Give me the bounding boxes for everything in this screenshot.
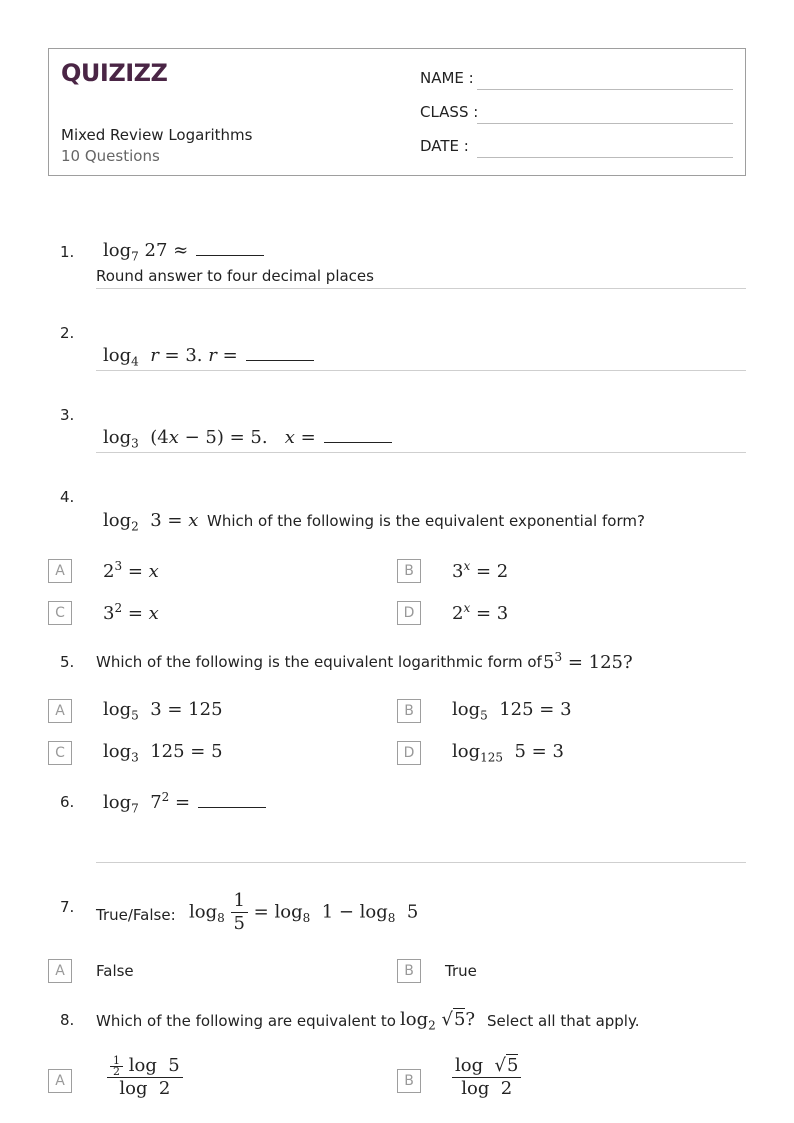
option-c-box[interactable]: C: [48, 741, 72, 765]
question-7-number: 7.: [60, 898, 75, 916]
question-6-expression: $\log_7 7^2$ =: [103, 790, 266, 816]
divider: [96, 452, 746, 453]
option-b-answer[interactable]: $\log_5 125 = 3$: [452, 699, 572, 723]
question-2-expression: $\log_4 r = 3$. r =: [103, 345, 314, 369]
question-1-note: Round answer to four decimal places: [96, 267, 374, 285]
answer-blank[interactable]: [196, 243, 264, 256]
question-5-expression: $5^3 = 125$?: [543, 650, 633, 673]
option-a-box[interactable]: A: [48, 959, 72, 983]
option-b-answer[interactable]: True: [445, 962, 477, 980]
question-count: 10 Questions: [61, 147, 160, 165]
question-4-number: 4.: [60, 488, 75, 506]
date-field[interactable]: [477, 157, 733, 158]
option-b-answer[interactable]: $\frac{\log √5}{\log 2}$: [452, 1055, 521, 1100]
option-b-box[interactable]: B: [397, 959, 421, 983]
question-7-expression: $\log_8$ $\frac{1}{5}$ = $\log_8 1 - \log_8 5$: [189, 890, 419, 934]
option-b-box[interactable]: B: [397, 1069, 421, 1093]
option-b-box[interactable]: B: [397, 559, 421, 583]
divider: [96, 862, 746, 863]
quizizz-logo: QUIZIZZ: [61, 59, 168, 87]
question-4-text: Which of the following is the equivalent exponential form?: [207, 512, 645, 530]
question-3-expression: $\log_3 (4x - 5) = 5$. x =: [103, 427, 392, 451]
option-a-answer[interactable]: $\log_5 3 = 125$: [103, 699, 223, 723]
answer-blank[interactable]: [324, 430, 392, 443]
option-b-box[interactable]: B: [397, 699, 421, 723]
option-d-box[interactable]: D: [397, 601, 421, 625]
worksheet-title: Mixed Review Logarithms: [61, 126, 253, 144]
question-7-prefix: True/False:: [96, 906, 176, 924]
option-c-answer[interactable]: $3^2 = x$: [103, 601, 159, 624]
question-8-number: 8.: [60, 1011, 75, 1029]
question-4-expression: $\log_2 3 = x$: [103, 510, 199, 534]
answer-blank[interactable]: [198, 795, 266, 808]
option-d-answer[interactable]: $2^x = 3$: [452, 601, 509, 624]
answer-blank[interactable]: [246, 348, 314, 361]
class-field[interactable]: [477, 123, 733, 124]
option-d-answer[interactable]: $\log_{125} 5 = 3$: [452, 741, 564, 765]
question-8-expression: $\log_2 √5$?: [400, 1009, 476, 1033]
option-c-answer[interactable]: $\log_3 125 = 5$: [103, 741, 223, 765]
name-field[interactable]: [477, 89, 733, 90]
name-label: NAME :: [420, 69, 474, 87]
date-label: DATE :: [420, 137, 469, 155]
divider: [96, 288, 746, 289]
option-a-answer[interactable]: $2^3 = x$: [103, 559, 159, 582]
option-b-answer[interactable]: $3^x = 2$: [452, 559, 509, 582]
question-5-number: 5.: [60, 653, 75, 671]
question-5-text: Which of the following is the equivalent logarithmic form of: [96, 653, 542, 671]
question-1-expression: $\log_7 27$ ≈: [103, 240, 264, 264]
option-a-box[interactable]: A: [48, 699, 72, 723]
worksheet-header: [48, 48, 746, 176]
divider: [96, 370, 746, 371]
option-a-answer[interactable]: $\frac{1}{2}$ log 5 log 2: [107, 1055, 183, 1100]
question-8-instruction: Select all that apply.: [487, 1012, 640, 1030]
question-1-number: 1.: [60, 243, 75, 261]
option-c-box[interactable]: C: [48, 601, 72, 625]
question-8-text: Which of the following are equivalent to: [96, 1012, 396, 1030]
option-a-box[interactable]: A: [48, 1069, 72, 1093]
question-3-number: 3.: [60, 406, 75, 424]
question-6-number: 6.: [60, 793, 75, 811]
option-d-box[interactable]: D: [397, 741, 421, 765]
option-a-box[interactable]: A: [48, 559, 72, 583]
question-2-number: 2.: [60, 324, 75, 342]
option-a-answer[interactable]: False: [96, 962, 134, 980]
class-label: CLASS :: [420, 103, 479, 121]
